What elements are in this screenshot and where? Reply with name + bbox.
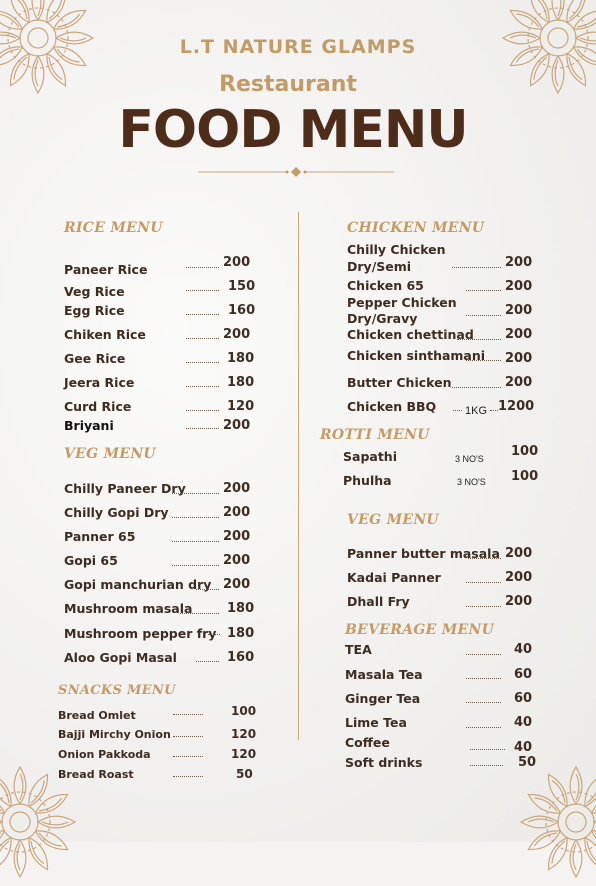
- menu-item-name: Panner butter masala: [347, 546, 500, 561]
- snacks-menu-title: SNACKS MENU: [58, 683, 176, 698]
- dotted-leader: [172, 565, 219, 566]
- chicken-menu-title: CHICKEN MENU: [347, 220, 485, 236]
- menu-item-name: Masala Tea: [345, 667, 423, 682]
- dotted-leader: [452, 267, 501, 268]
- menu-item-price: 40: [514, 642, 533, 657]
- menu-item-name: TEA: [345, 642, 372, 657]
- menu-item-name: Chilly Paneer Dry: [64, 481, 186, 496]
- menu-item-name: Chicken 65: [347, 278, 424, 293]
- menu-item-name: Paneer Rice: [64, 262, 148, 277]
- veg-menu-title: VEG MENU: [347, 512, 439, 528]
- menu-item-price: 100: [231, 704, 257, 718]
- mandala-ornament-bottom-right: [516, 762, 596, 882]
- menu-item-name: Jeera Rice: [64, 375, 135, 390]
- menu-item-price: 200: [223, 481, 251, 496]
- rotti-menu-title: ROTTI MENU: [320, 427, 430, 443]
- menu-item-name-cont: Dry/Gravy: [347, 311, 418, 326]
- menu-item-name: Mushroom pepper fry: [64, 626, 217, 641]
- rice-menu-title: RICE MENU: [64, 220, 163, 236]
- ornamental-divider: [198, 163, 394, 175]
- dotted-leader: [186, 386, 219, 387]
- menu-item-price: 200: [223, 327, 251, 342]
- menu-item-name: Chiken Rice: [64, 327, 146, 342]
- menu-item-name: Chilly Chicken: [347, 242, 446, 257]
- menu-item-price: 200: [505, 546, 533, 561]
- dotted-leader: [186, 267, 219, 268]
- dotted-leader: [186, 290, 219, 291]
- dotted-leader: [172, 541, 219, 542]
- menu-item-name: Panner 65: [64, 529, 136, 544]
- dotted-leader: [172, 493, 219, 494]
- item-quantity: 3 NO'S: [457, 477, 486, 487]
- menu-item-name: Bread Omlet: [58, 709, 136, 722]
- menu-item-name: Sapathi: [343, 449, 397, 464]
- menu-item-name: Chicken sinthamani: [347, 348, 486, 363]
- menu-item-price: 120: [227, 399, 255, 414]
- menu-item-name: Chicken chettinad: [347, 327, 474, 342]
- dotted-leader: [466, 702, 501, 703]
- menu-item-price: 100: [511, 444, 539, 459]
- menu-item-name: Kadai Panner: [347, 570, 441, 585]
- menu-item-price: 200: [505, 351, 533, 366]
- menu-item-name: Pepper Chicken: [347, 295, 457, 310]
- menu-item-price: 60: [514, 691, 533, 706]
- menu-item-price: 120: [231, 747, 257, 761]
- menu-item-price: 200: [223, 505, 251, 520]
- dotted-leader: [470, 765, 503, 766]
- menu-item-name: Chicken BBQ: [347, 399, 437, 414]
- dotted-leader: [173, 736, 203, 737]
- menu-item-name: Gee Rice: [64, 351, 126, 366]
- item-quantity: 1KG: [465, 405, 488, 417]
- menu-item-name: Gopi manchurian dry: [64, 577, 212, 592]
- dotted-leader: [172, 517, 219, 518]
- menu-item-name: Ginger Tea: [345, 691, 421, 706]
- dotted-leader: [466, 582, 501, 583]
- menu-item-price: 40: [514, 740, 533, 755]
- menu-item-price: 100: [511, 469, 539, 484]
- dotted-leader: [186, 428, 219, 429]
- menu-item-price: 60: [514, 667, 533, 682]
- menu-item-name: Curd Rice: [64, 399, 132, 414]
- menu-item-price: 1200: [498, 399, 535, 414]
- menu-item-price: 200: [505, 375, 533, 390]
- menu-item-price: 200: [223, 529, 251, 544]
- dotted-leader: [196, 661, 219, 662]
- veg-menu-title: VEG MENU: [64, 446, 156, 462]
- menu-item-price: 160: [228, 303, 256, 318]
- menu-item-price: 180: [227, 601, 255, 616]
- menu-item-name: Mushroom masala: [64, 601, 193, 616]
- dotted-leader: [466, 678, 501, 679]
- dotted-leader: [466, 290, 501, 291]
- menu-item-name: Aloo Gopi Masal: [64, 650, 177, 665]
- menu-item-price: 50: [518, 755, 537, 770]
- menu-item-name: Butter Chicken: [347, 375, 452, 390]
- menu-item-name: Phulha: [343, 473, 392, 488]
- dotted-leader: [466, 315, 501, 316]
- dotted-leader: [466, 606, 501, 607]
- menu-item-name: Bread Roast: [58, 768, 134, 781]
- menu-item-price: 150: [228, 279, 256, 294]
- menu-item-price: 200: [505, 303, 533, 318]
- dotted-leader: [186, 338, 219, 339]
- dotted-leader: [196, 589, 219, 590]
- dotted-leader: [468, 558, 501, 559]
- page-title: FOOD MENU: [118, 100, 468, 160]
- menu-item-name: Coffee: [345, 735, 390, 750]
- menu-item-price: 50: [236, 767, 253, 781]
- menu-item-price: 180: [227, 375, 255, 390]
- dotted-leader: [452, 387, 501, 388]
- menu-item-price: 120: [231, 727, 257, 741]
- dotted-leader: [186, 362, 219, 363]
- dotted-leader: [208, 634, 220, 635]
- dotted-leader: [457, 339, 501, 340]
- menu-item-name-cont: Dry/Semi: [347, 259, 412, 274]
- dotted-leader: [186, 314, 219, 315]
- menu-item-price: 40: [514, 715, 533, 730]
- menu-item-name: Soft drinks: [345, 755, 423, 770]
- menu-item-name: Veg Rice: [64, 284, 125, 299]
- menu-item-name: Bajji Mirchy Onion: [58, 728, 171, 741]
- column-divider: [298, 212, 299, 740]
- menu-item-price: 200: [223, 418, 251, 433]
- dotted-leader: [466, 360, 501, 361]
- menu-item-price: 200: [505, 570, 533, 585]
- menu-item-price: 160: [227, 650, 255, 665]
- dotted-leader: [180, 613, 219, 614]
- beverage-menu-title: BEVERAGE MENU: [345, 622, 495, 638]
- dotted-leader: [466, 727, 501, 728]
- item-quantity: 3 NO'S: [455, 454, 484, 464]
- menu-item-price: 200: [223, 553, 251, 568]
- dotted-leader: [186, 410, 219, 411]
- menu-item-name: Onion Pakkoda: [58, 748, 151, 761]
- menu-item-price: 200: [223, 255, 251, 270]
- menu-item-price: 200: [505, 255, 533, 270]
- dotted-leader: [470, 749, 505, 750]
- menu-item-price: 180: [227, 626, 255, 641]
- dotted-leader: [453, 410, 462, 411]
- dotted-leader: [173, 714, 203, 715]
- dotted-leader: [173, 756, 203, 757]
- menu-item-name: Lime Tea: [345, 715, 407, 730]
- dotted-leader: [466, 654, 501, 655]
- restaurant-subtitle: Restaurant: [219, 72, 357, 97]
- menu-item-name: Chilly Gopi Dry: [64, 505, 169, 520]
- menu-item-price: 200: [505, 327, 533, 342]
- menu-item-name: Egg Rice: [64, 303, 125, 318]
- dotted-leader: [490, 410, 498, 411]
- menu-item-price: 200: [505, 279, 533, 294]
- menu-item-name: Dhall Fry: [347, 594, 410, 609]
- menu-item-price: 200: [223, 577, 251, 592]
- dotted-leader: [173, 776, 203, 777]
- menu-item-name: Briyani: [64, 418, 114, 433]
- menu-item-price: 200: [505, 594, 533, 609]
- menu-item-price: 180: [227, 351, 255, 366]
- menu-item-name: Gopi 65: [64, 553, 118, 568]
- business-name: L.T NATURE GLAMPS: [179, 36, 417, 58]
